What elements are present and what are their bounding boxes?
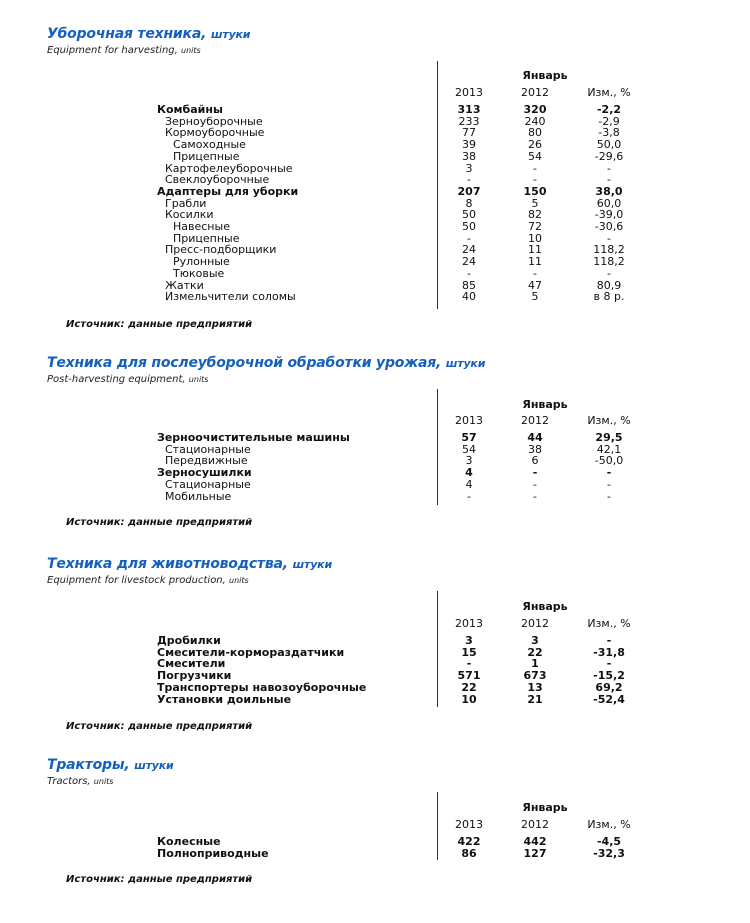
- row-label: Адаптеры для уборки: [157, 184, 299, 198]
- value-2013: 233: [458, 114, 480, 128]
- section-title: [47, 26, 250, 42]
- value-change: -32,3: [593, 846, 625, 860]
- section-title-text: Уборочная техника,: [47, 26, 207, 42]
- value-2013: 4: [465, 466, 473, 480]
- value-2012: -: [533, 173, 537, 187]
- row-label: Стационарные: [165, 477, 251, 491]
- section-subtitle: [47, 575, 249, 586]
- row-label: Тюковые: [173, 266, 225, 280]
- value-2012: 3: [531, 634, 539, 647]
- row-label: Смесители-кормораздатчики: [157, 645, 345, 659]
- row-label: Навесные: [173, 220, 230, 233]
- value-change: -4,5: [596, 835, 622, 848]
- row-label: Комбайны: [157, 103, 223, 116]
- value-2012: 150: [523, 184, 547, 198]
- value-2012: 72: [528, 220, 542, 233]
- header-month: Январь: [522, 801, 568, 814]
- row-label: Погрузчики: [157, 669, 232, 683]
- value-2013: 54: [462, 442, 476, 456]
- value-2013: 24: [462, 255, 476, 269]
- value-2013: 77: [462, 126, 476, 140]
- value-2012: 13: [527, 680, 543, 694]
- value-2013: 57: [461, 431, 477, 444]
- row-label: Кормоуборочные: [165, 126, 265, 140]
- table-row: [0, 694, 750, 706]
- value-change: -: [606, 634, 612, 647]
- header-col1: 2013: [455, 818, 483, 831]
- table-row: [0, 635, 750, 647]
- value-change: -15,2: [593, 669, 625, 683]
- table-row: [0, 444, 750, 456]
- value-2012: 54: [528, 149, 542, 163]
- section-title: [47, 757, 174, 773]
- table-row: [0, 221, 750, 233]
- value-2012: 11: [528, 255, 542, 269]
- value-change: -: [606, 466, 612, 480]
- table-row: [0, 455, 750, 467]
- table-row: [0, 682, 750, 694]
- value-2013: 422: [457, 835, 481, 848]
- value-2013: 15: [461, 645, 477, 659]
- value-change: -: [607, 231, 611, 245]
- value-change: -: [607, 173, 611, 187]
- value-2013: 10: [461, 692, 477, 706]
- value-2012: 21: [527, 692, 543, 706]
- section-subtitle: [47, 374, 208, 385]
- value-change: 118,2: [593, 243, 625, 257]
- value-2012: 11: [528, 243, 542, 257]
- value-2012: 44: [527, 431, 543, 444]
- value-2013: 24: [462, 243, 476, 257]
- value-2013: -: [466, 657, 472, 671]
- header-col2: 2012: [521, 414, 549, 427]
- section-title: [47, 355, 485, 371]
- value-change: -: [607, 266, 611, 280]
- value-2013: 3: [465, 634, 473, 647]
- row-label: Мобильные: [165, 489, 232, 503]
- header-month: Январь: [522, 398, 568, 411]
- table-row: [0, 670, 750, 682]
- source-note: Источник: данные предприятий: [66, 721, 253, 732]
- value-2012: 5: [531, 196, 539, 210]
- value-change: -31,8: [593, 645, 625, 659]
- value-2013: -: [467, 489, 471, 503]
- value-change: -39,0: [594, 208, 624, 222]
- row-label: Зерносушилки: [157, 466, 252, 480]
- value-2012: -: [533, 161, 537, 175]
- value-change: -2,2: [596, 103, 622, 116]
- value-change: 29,5: [595, 431, 623, 444]
- row-label: Свеклоуборочные: [165, 173, 270, 187]
- row-label: Самоходные: [173, 138, 246, 152]
- section-title-text: Техника для животноводства,: [47, 556, 288, 572]
- table-row: [0, 209, 750, 221]
- row-label: Зерноуборочные: [165, 114, 263, 128]
- table-row: [0, 280, 750, 292]
- value-2013: -: [467, 231, 471, 245]
- value-change: -30,6: [594, 220, 624, 233]
- value-2012: -: [532, 466, 538, 480]
- row-label: Транспортеры навозоуборочные: [157, 680, 367, 694]
- section-subtitle-unit: units: [181, 46, 201, 55]
- table-row: [0, 116, 750, 128]
- value-2012: 47: [528, 278, 542, 292]
- section-title-unit: штуки: [134, 759, 174, 772]
- value-2012: 240: [524, 114, 546, 128]
- header-col3: Изм., %: [587, 617, 631, 630]
- value-change: 118,2: [593, 255, 625, 269]
- value-change: 69,2: [595, 680, 623, 694]
- value-2012: 26: [528, 138, 542, 152]
- section-subtitle-unit: units: [229, 576, 249, 585]
- table-row: [0, 467, 750, 479]
- table-row: [0, 836, 750, 848]
- section-subtitle-text: Tractors,: [47, 776, 91, 787]
- value-2013: 86: [461, 846, 477, 860]
- value-2012: 82: [528, 208, 542, 222]
- header-month: Январь: [522, 600, 568, 613]
- value-2013: 207: [457, 184, 481, 198]
- row-label: Колесные: [157, 835, 221, 848]
- row-label: Дробилки: [157, 634, 221, 647]
- value-2013: 3: [465, 454, 473, 468]
- table-row: [0, 268, 750, 280]
- value-change: -29,6: [594, 149, 624, 163]
- value-2012: 6: [531, 454, 539, 468]
- table-row: [0, 104, 750, 116]
- source-note: Источник: данные предприятий: [66, 319, 253, 330]
- value-2012: 38: [528, 442, 542, 456]
- row-label: Косилки: [165, 208, 214, 222]
- value-change: -: [606, 657, 612, 671]
- value-2012: 22: [527, 645, 543, 659]
- value-2013: 50: [462, 208, 476, 222]
- value-2012: -: [533, 477, 537, 491]
- value-change: -52,4: [593, 692, 625, 706]
- section-subtitle: [47, 776, 113, 787]
- value-change: 80,9: [596, 278, 622, 292]
- table-row: [0, 291, 750, 303]
- header-col2: 2012: [521, 86, 549, 99]
- table-row: [0, 244, 750, 256]
- value-2013: 4: [465, 477, 473, 491]
- section-title: [47, 556, 332, 572]
- header-col2: 2012: [521, 818, 549, 831]
- row-label: Грабли: [165, 196, 207, 210]
- header-col1: 2013: [455, 617, 483, 630]
- value-2013: 313: [457, 103, 481, 116]
- value-2013: -: [467, 266, 471, 280]
- section-subtitle-unit: units: [188, 375, 209, 384]
- table-row: [0, 174, 750, 186]
- value-change: 60,0: [596, 196, 622, 210]
- row-label: Измельчители соломы: [165, 290, 296, 304]
- value-2012: 442: [523, 835, 547, 848]
- table-row: [0, 151, 750, 163]
- row-label: Установки доильные: [157, 692, 292, 706]
- source-note: Источник: данные предприятий: [66, 517, 253, 528]
- table-row: [0, 647, 750, 659]
- section-title-unit: штуки: [210, 28, 251, 41]
- header-col3: Изм., %: [587, 86, 631, 99]
- value-2012: 80: [528, 126, 542, 140]
- table-row: [0, 848, 750, 860]
- value-2012: 1: [531, 657, 539, 671]
- value-2013: 8: [465, 196, 473, 210]
- value-2013: 85: [462, 278, 476, 292]
- header-month: Январь: [522, 69, 568, 82]
- value-change: -2,9: [598, 114, 620, 128]
- value-change: -: [607, 489, 611, 503]
- header-col2: 2012: [521, 617, 549, 630]
- section-title-unit: штуки: [292, 558, 332, 571]
- value-2012: -: [533, 266, 537, 280]
- value-change: -: [607, 477, 611, 491]
- row-label: Картофелеуборочные: [165, 161, 293, 175]
- value-change: -: [607, 161, 611, 175]
- table-row: [0, 139, 750, 151]
- row-label: Смесители: [157, 657, 226, 671]
- header-col1: 2013: [455, 86, 483, 99]
- value-change: в 8 р.: [593, 290, 625, 304]
- value-2012: 10: [528, 231, 542, 245]
- header-col3: Изм., %: [587, 414, 631, 427]
- table-row: [0, 163, 750, 175]
- table-row: [0, 479, 750, 491]
- value-2013: 39: [462, 138, 476, 152]
- value-2012: 320: [523, 103, 547, 116]
- section-title-unit: штуки: [445, 357, 486, 370]
- value-2013: 22: [461, 680, 477, 694]
- value-2012: -: [533, 489, 537, 503]
- value-change: -3,8: [598, 126, 620, 140]
- value-2013: -: [467, 173, 471, 187]
- section-title-text: Техника для послеуборочной обработки урожая,: [47, 355, 442, 371]
- table-row: [0, 233, 750, 245]
- row-label: Рулонные: [173, 255, 230, 269]
- value-2013: 40: [462, 290, 476, 304]
- value-2013: 38: [462, 149, 476, 163]
- section-subtitle-text: Equipment for harvesting,: [47, 45, 178, 56]
- table-row: [0, 256, 750, 268]
- section-subtitle-text: Post-harvesting equipment,: [47, 374, 186, 385]
- value-2013: 3: [465, 161, 473, 175]
- table-row: [0, 186, 750, 198]
- value-change: 50,0: [596, 138, 622, 152]
- row-label: Прицепные: [173, 231, 240, 245]
- table-row: [0, 491, 750, 503]
- row-label: Полноприводные: [157, 846, 269, 860]
- source-note: Источник: данные предприятий: [66, 874, 253, 885]
- section-subtitle-unit: units: [93, 777, 114, 786]
- row-label: Зерноочистительные машины: [157, 431, 350, 444]
- row-label: Прицепные: [173, 149, 240, 163]
- value-2013: 50: [462, 220, 476, 233]
- header-col3: Изм., %: [587, 818, 631, 831]
- table-row: [0, 658, 750, 670]
- value-change: -50,0: [594, 454, 624, 468]
- row-label: Передвижные: [165, 454, 248, 468]
- value-2013: 571: [457, 669, 481, 683]
- value-change: 42,1: [596, 442, 622, 456]
- value-2012: 5: [531, 290, 539, 304]
- table-row: [0, 198, 750, 210]
- header-col1: 2013: [455, 414, 483, 427]
- value-2012: 127: [523, 846, 547, 860]
- table-row: [0, 432, 750, 444]
- value-2012: 673: [523, 669, 547, 683]
- section-subtitle-text: Equipment for livestock production,: [47, 575, 226, 586]
- row-label: Пресс-подборщики: [165, 243, 277, 257]
- section-title-text: Тракторы,: [47, 757, 130, 773]
- row-label: Стационарные: [165, 442, 251, 456]
- row-label: Жатки: [165, 278, 204, 292]
- value-change: 38,0: [595, 184, 623, 198]
- table-row: [0, 127, 750, 139]
- section-subtitle: [47, 45, 201, 56]
